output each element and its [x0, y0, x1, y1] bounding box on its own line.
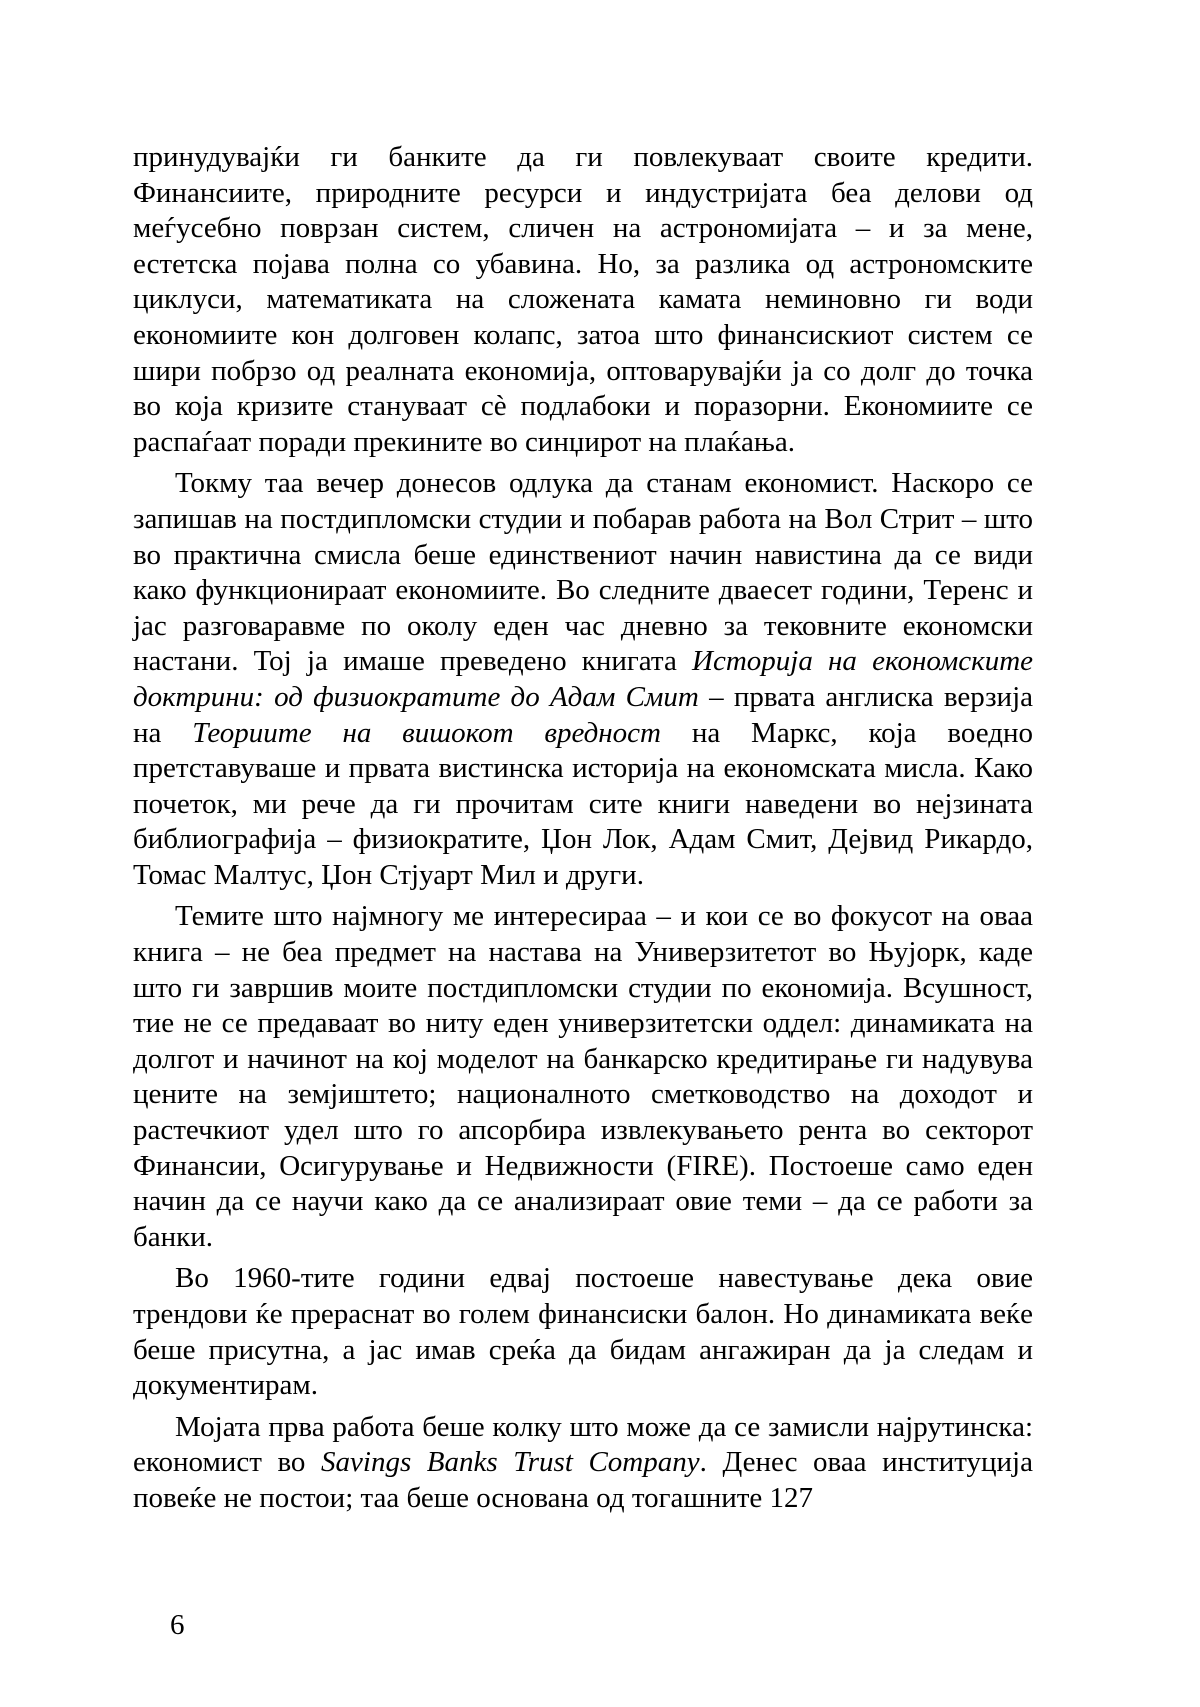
italic-title: Историја на економските доктрини: од физиократите до Адам Смит — [133, 645, 1034, 713]
paragraph — [133, 899, 1033, 1255]
text-run: – првата англиска верзија на — [133, 680, 1033, 749]
text-run: на Маркс, која воедно претставуваше и првата вистинска историја на економската мисла. Како почеток, ми рече да ги прочитам сите книги наведени во нејзината библиографија – физиократите, Џон Лок, Адам Смит, Дејвид Рикардо, Томас Малтус, Џон Стјуарт Мил и други. — [133, 716, 1033, 891]
text-run: Темите што најмногу ме интересираа – и кои се во фокусот на оваа книга – не беа предмет на настава на Универзитетот во Њујорк, каде што ги завршив моите постдипломски студии по економија. Всушност, тие не се предаваат во ниту еден универзитетски оддел: динамиката на долгот и начинот на кој моделот на банкарско кредитирање ги надувува цените на земјиштето; националното сметководство на доходот и растечкиот удел што го апсорбира извлекувањето рента во секторот Финансии, Осигурување и Недвижности (FIRE). Постоеше само еден начин да се научи како да се анализираат овие теми – да се работи за банки. — [133, 900, 1033, 1253]
text-run: Мојата прва работа беше колку што може да се замисли најрутинска: економист во — [133, 1410, 1033, 1479]
text-run: Во 1960-тите години едвај постоеше навестување дека овие трендови ќе прераснат во голем финансиски балон. Но динамиката веќе беше присутна, а јас имав среќа да бидам ангажиран да ја следам и документирам. — [133, 1262, 1033, 1402]
paragraph — [133, 140, 1033, 460]
text-run: . Денес оваа институција повеќе не постои; таа беше основана од тогашните 127 — [133, 1446, 1033, 1514]
paragraph — [133, 1410, 1033, 1517]
page-number: 6 — [170, 1609, 185, 1641]
paragraph — [133, 1261, 1033, 1403]
text-run: принудувајќи ги банките да ги повлекуваат своите кредити. Финансиите, природните ресурси и индустријата беа делови од меѓусебно поврзан систем, сличен на астрономијата – и за мене, естетска појава полна со убавина. Но, за разлика од астрономските циклуси, математиката на сложената камата неминовно ги води економиите кон долговен колапс, затоа што финансискиот систем се шири побрзо од реалната економија, оптоварувајќи ја со долг до точка во која кризите стануваат сè подлабоки и поразорни. Економиите се распаѓаат поради прекините во синџирот на плаќања. — [133, 141, 1033, 458]
body-text — [133, 140, 1033, 1517]
paragraph — [133, 466, 1033, 893]
italic-title: Savings Banks Trust Company — [321, 1446, 700, 1479]
text-run: Токму таа вечер донесов одлука да станам економист. Наскоро се запишав на постдипломски студии и побарав работа на Вол Стрит – што во практична смисла беше единствениот начин навистина да се види како функционираат економиите. Во следните дваесет години, Теренс и јас разговаравме по околу еден час дневно за тековните економски настани. Тој ја имаше преведено книгата — [133, 467, 1033, 678]
italic-title: Теориите на вишокот вредност — [192, 716, 661, 749]
